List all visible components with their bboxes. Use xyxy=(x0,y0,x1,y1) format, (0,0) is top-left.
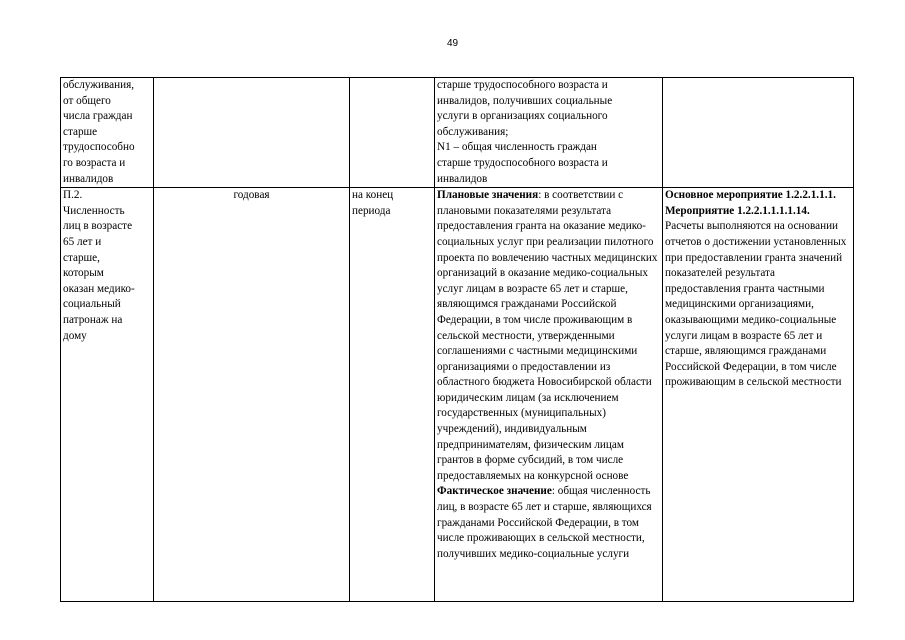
text-line: оказан медико- xyxy=(63,282,135,295)
table-row xyxy=(61,188,854,602)
text-line: услуги в организациях социального xyxy=(437,110,608,123)
source-cell xyxy=(663,188,854,602)
source-text: Расчеты выполняются на основании отчетов о достижении установленных при предоставлении гранта значений показателей результата предоставления гранта частными медицинскими организациями, оказывающими медико-социальные услуги лицам в возрасте 65 лет и старше, являющимся гражданами Российской Федерации, в том числе проживающим в сельской местности xyxy=(665,220,847,389)
text-line: на конец xyxy=(352,189,394,202)
text-line: N1 – общая численность граждан xyxy=(437,141,597,154)
period-type-cell xyxy=(350,78,435,188)
text-line: го возраста и xyxy=(63,156,126,169)
method-cell xyxy=(435,78,663,188)
planned-values-paragraph xyxy=(437,188,660,484)
text-line: патронаж на xyxy=(63,313,123,326)
text-line: старше, xyxy=(63,251,100,264)
text-line: П.2. xyxy=(63,189,83,202)
text-line: трудоспособно xyxy=(63,141,135,154)
planned-values-label: Плановые значения xyxy=(437,189,539,202)
text-line: которым xyxy=(63,267,104,280)
text-line: старше xyxy=(63,125,98,138)
actual-value-text: : общая численность лиц, в возрасте 65 лет и старше, являющихся гражданами Российской Федерации, в том числе проживающих в сельской местности, получивших медико-социальные услуги xyxy=(437,485,652,560)
text-line: старше трудоспособного возраста и xyxy=(437,156,608,169)
text-line: социальный xyxy=(63,298,121,311)
text-line: от общего xyxy=(63,94,111,107)
page-number: 49 xyxy=(446,38,459,49)
period-type-cell xyxy=(350,188,435,602)
actual-value-paragraph xyxy=(437,484,660,562)
text-line: обслуживания, xyxy=(63,79,135,91)
planned-values-text: : в соответствии с плановыми показателями результата предоставления гранта на оказание медико-социальных услуг при реализации пилотного проекта по вовлечению частных медицинских организаций в оказание медико-социальных услуг лицам в возрасте 65 лет и старше, являющимся гражданами Российской Федерации, в том числе проживающим в сельской местности, утвержденными соглашениями с частными медицинскими организациями о предоставлении из областного бюджета Новосибирской области юридическим лицам (за исключением государственных (муниципальных) учреждений), индивидуальным предпринимателям, физическим лицам грантов в форме субсидий, в том числе предоставляемых на конкурсной основе xyxy=(437,189,658,482)
text-line: 65 лет и xyxy=(63,235,102,248)
table-row xyxy=(61,78,854,188)
text-line: инвалидов xyxy=(437,172,488,185)
text-line: Численность xyxy=(63,204,125,217)
indicator-name-cell xyxy=(61,188,154,602)
periodicity-cell xyxy=(154,188,350,602)
text-line: лиц в возрасте xyxy=(63,220,133,233)
text-line: инвалидов xyxy=(63,172,114,185)
indicator-table xyxy=(60,77,854,602)
periodicity-value: годовая xyxy=(233,189,270,202)
activity-heading: Основное мероприятие 1.2.2.1.1.1. Мероприятие 1.2.2.1.1.1.1.14. xyxy=(665,189,836,217)
text-line: числа граждан xyxy=(63,110,133,123)
text-line: обслуживания; xyxy=(437,125,509,138)
text-line: дому xyxy=(63,329,87,342)
periodicity-cell xyxy=(154,78,350,188)
text-line: периода xyxy=(352,204,391,217)
actual-value-label: Фактическое значение xyxy=(437,485,552,498)
source-cell xyxy=(663,78,854,188)
method-cell xyxy=(435,188,663,602)
text-line: инвалидов, получивших социальные xyxy=(437,94,613,107)
indicator-name-cell xyxy=(61,78,154,188)
text-line: старше трудоспособного возраста и xyxy=(437,79,608,91)
